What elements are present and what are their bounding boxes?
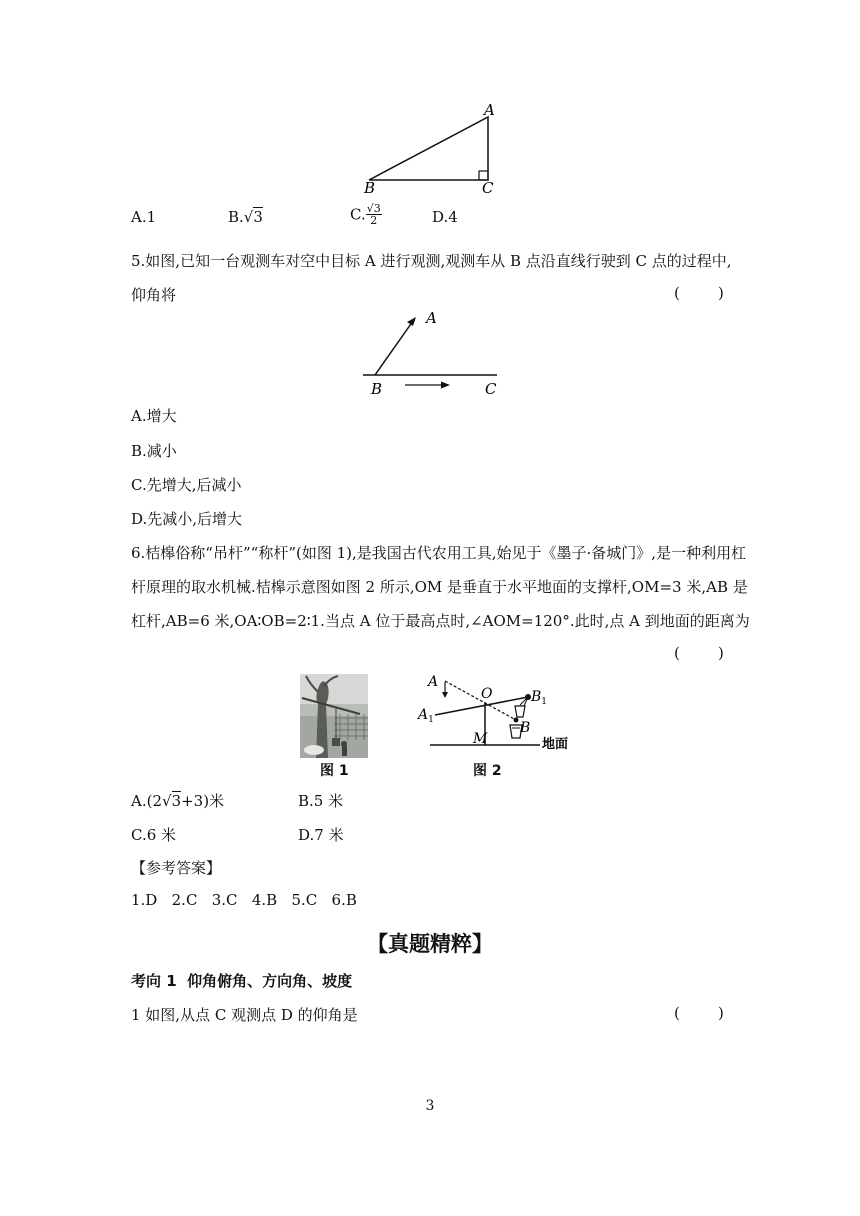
q4-option-c-prefix: C. <box>350 205 366 224</box>
q6-fig2-label-b: B <box>520 720 531 736</box>
q6-stem-line2: 杆原理的取水机械.桔槔示意图如图 2 所示,OM 是垂直于水平地面的支撑杆,OM=3 米,AB 是 <box>131 578 748 596</box>
q5-label-c: C <box>485 380 497 398</box>
q4-option-b-prefix: B. <box>228 208 244 226</box>
q4-option-a: A.1 <box>131 208 157 226</box>
q5-option-b: B.减小 <box>131 442 177 460</box>
q5-stem-line2: 仰角将 <box>131 286 177 304</box>
q6-fig2-label-o: O <box>481 686 493 702</box>
q4-option-c-fraction <box>366 203 382 226</box>
q5-label-b: B <box>371 380 383 398</box>
q4-triangle-figure <box>360 100 510 200</box>
q6-fig2-label-ground: 地面 <box>542 737 569 752</box>
answers-list: 1.D 2.C 3.C 4.B 5.C 6.B <box>131 891 357 909</box>
q4-option-b-radicand: 3 <box>253 208 263 226</box>
q4-label-b: B <box>364 179 376 197</box>
q4-label-c: C <box>482 179 494 197</box>
answers-title: 【参考答案】 <box>131 859 222 877</box>
q6-option-a-suffix: +3)米 <box>181 792 225 810</box>
q6-figure1-photo <box>300 674 368 758</box>
q4-option-d: D.4 <box>432 208 458 226</box>
q5-stem-line1: 5.如图,已知一台观测车对空中目标 A 进行观测,观测车从 B 点沿直线行驶到 C 点的过程中, <box>131 252 732 270</box>
q6-option-a <box>131 790 224 811</box>
q5-option-a: A.增大 <box>131 407 177 425</box>
q4-option-c-numerator: √3 <box>366 202 381 215</box>
q6-fig2-label-a1: $A_1$ <box>418 707 434 725</box>
q6-option-a-radicand: 3 <box>171 792 182 810</box>
q6-answer-blank: ( ) <box>674 644 724 662</box>
page-number: 3 <box>425 1098 435 1114</box>
sqrt-symbol: √ <box>243 208 254 226</box>
q6-figure2-schematic <box>410 668 600 758</box>
q6-figure2-caption: 图 2 <box>473 763 502 779</box>
q6-fig2-label-b1: $B_1$ <box>531 689 548 707</box>
q6-fig2-label-m: M <box>473 731 488 747</box>
q6-stem-line1: 6.桔槔俗称“吊杆”“称杆”(如图 1),是我国古代农用工具,始见于《墨子·备城门》,是一种利用杠 <box>131 544 747 562</box>
q6-figure1-caption: 图 1 <box>320 763 349 779</box>
q6-option-b: B.5 米 <box>298 792 344 810</box>
q5-elevation-figure <box>355 302 515 398</box>
q5-label-a: A <box>426 309 437 327</box>
q1-stem: 1 如图,从点 C 观测点 D 的仰角是 <box>131 1006 358 1024</box>
q4-option-b <box>228 208 263 226</box>
q4-option-c <box>350 203 382 226</box>
q6-stem-line3: 杠杆,AB=6 米,OA∶OB=2∶1.当点 A 位于最高点时,∠AOM=120°.此时,点 A 到地面的距离为 <box>131 612 750 630</box>
section-subtitle: 考向 1 仰角俯角、方向角、坡度 <box>131 972 353 990</box>
q6-option-a-prefix: A.(2 <box>131 792 162 810</box>
q5-option-d: D.先减小,后增大 <box>131 510 243 528</box>
q1-answer-blank: ( ) <box>674 1004 724 1022</box>
q6-option-d: D.7 米 <box>298 826 344 844</box>
sqrt-symbol: √ <box>162 792 172 810</box>
q5-answer-blank: ( ) <box>674 284 724 302</box>
section-title: 【真题精粹】 <box>367 932 493 956</box>
q6-option-c: C.6 米 <box>131 826 177 844</box>
q4-option-c-denominator: 2 <box>370 214 378 227</box>
q5-option-c: C.先增大,后减小 <box>131 476 242 494</box>
q6-fig2-label-a: A <box>428 674 439 690</box>
q4-label-a: A <box>484 101 495 119</box>
